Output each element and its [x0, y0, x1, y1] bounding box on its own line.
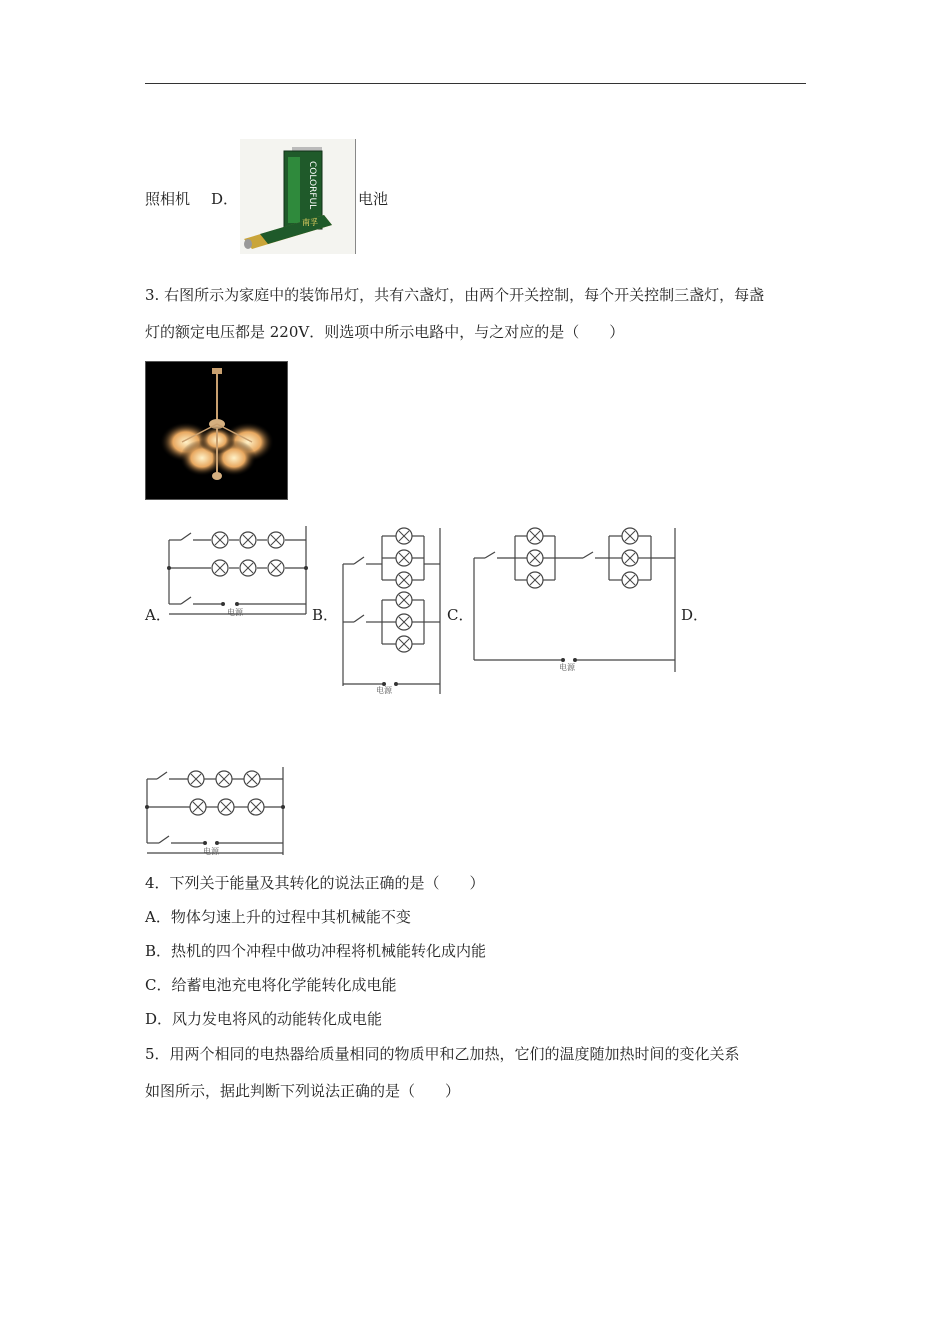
option-d-label: D．: [681, 606, 709, 624]
circuit-c-power-label: 电源: [559, 663, 575, 672]
q3-stem-line1: 3. 右图所示为家庭中的装饰吊灯，共有六盏灯，由两个开关控制，每个开关控制三盏灯，每盏: [145, 286, 765, 304]
q3-stem-line2: 灯的额定电压都是 220V．则选项中所示电路中，与之对应的是（ ）: [145, 323, 625, 341]
chandelier-drawing: [146, 362, 287, 499]
q2-suffix: 电池: [358, 190, 389, 208]
circuit-d-power-label: 电源: [203, 847, 219, 856]
header-rule: [145, 83, 806, 84]
q4-option-a: A．物体匀速上升的过程中其机械能不变: [145, 908, 411, 926]
battery-brand-2: 南孚: [302, 218, 318, 227]
option-a-label: A．: [145, 606, 171, 624]
battery-brand-1: COLORFUL: [307, 161, 317, 210]
battery-drawing: [240, 139, 355, 254]
q5-stem-line2: 如图所示，据此判断下列说法正确的是（ ）: [145, 1082, 461, 1100]
q4-option-c: C．给蓄电池充电将化学能转化成电能: [145, 976, 397, 994]
option-b-label: B．: [312, 606, 339, 624]
circuit-b-power-label: 电源: [376, 686, 392, 695]
option-c-label: C．: [447, 606, 474, 624]
circuit-d: [143, 767, 288, 857]
circuit-a: [165, 526, 310, 618]
q5-stem-line1: 5．用两个相同的电热器给质量相同的物质甲和乙加热，它们的温度随加热时间的变化关系: [145, 1045, 740, 1063]
q4-option-d: D．风力发电将风的动能转化成电能: [145, 1010, 383, 1028]
q2-option-d: D．: [211, 190, 239, 208]
circuit-a-power-label: 电源: [227, 608, 243, 617]
circuit-b: [338, 526, 446, 694]
q2-prefix: 照相机: [145, 190, 191, 208]
chandelier-photo: [145, 361, 288, 500]
battery-image: [240, 139, 356, 254]
q4-stem: 4．下列关于能量及其转化的说法正确的是（ ）: [145, 874, 485, 892]
q4-option-b: B．热机的四个冲程中做功冲程将机械能转化成内能: [145, 942, 487, 960]
circuit-c: [471, 526, 679, 674]
